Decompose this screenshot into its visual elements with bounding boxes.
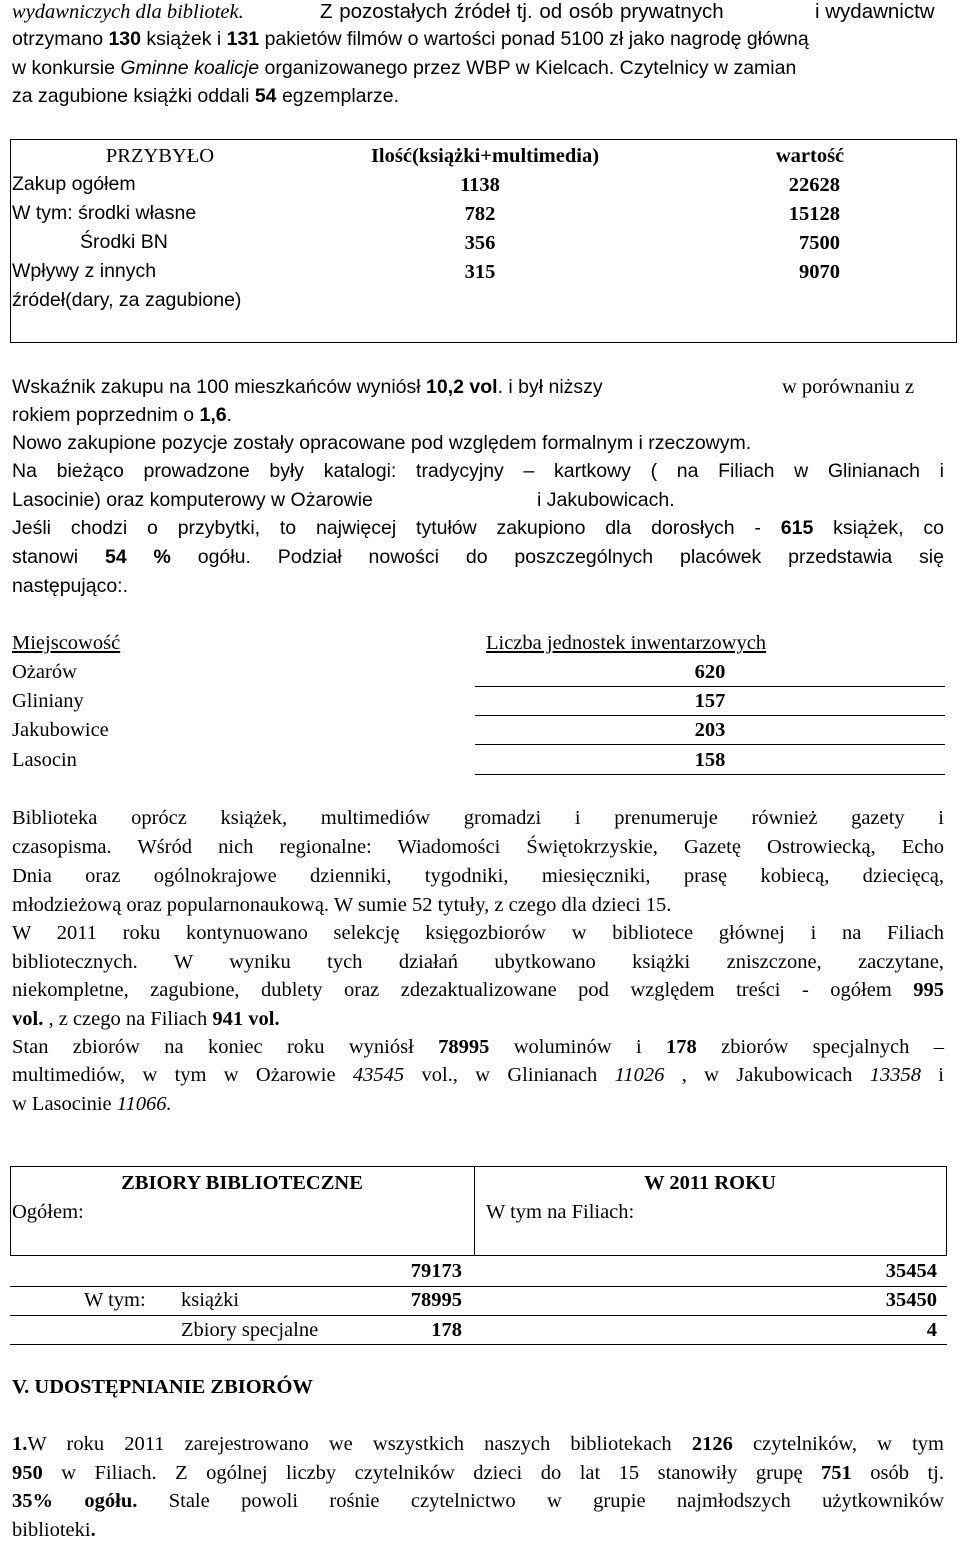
table1-row-label: W tym: środki własne xyxy=(12,202,197,224)
para2-line-8: następująco:. xyxy=(12,575,129,597)
table1-row-label: Zakup ogółem xyxy=(12,173,136,195)
table3-header-collections: ZBIORY BIBLIOTECZNE xyxy=(121,1172,363,1194)
table3-header-year: W 2011 ROKU xyxy=(644,1172,776,1194)
section5-line-2: 950 w Filiach. Z ogólnej liczby czytelników dzieci do lat 15 stanowiły grupę 751 osób tj. xyxy=(12,1462,944,1484)
table3-subheader-branches: W tym na Filiach: xyxy=(486,1201,635,1223)
table1-row-value: 7500 xyxy=(799,232,840,254)
para3-line-6: bibliotecznych. W wyniku tych działań ubytkowano książki zniszczone, zaczytane, xyxy=(12,951,944,973)
section5-line-1: 1.W roku 2011 zarejestrowano we wszystkich naszych bibliotekach 2126 czytelników, w tym xyxy=(12,1433,944,1455)
table1-row-qty: 356 xyxy=(464,232,496,254)
para2-line-1: Wskaźnik zakupu na 100 mieszkańców wyniósł 10,2 vol. i był niższy xyxy=(12,376,603,398)
table2-row-place: Gliniany xyxy=(12,690,84,712)
table2-row-count: 158 xyxy=(694,749,726,771)
table1-row-qty: 782 xyxy=(464,203,496,225)
table1-row-qty: 315 xyxy=(464,261,496,283)
table1-row-value: 9070 xyxy=(799,261,840,283)
section5-line-3: 35% ogółu. Stale powoli rośnie czytelnictwo w grupie najmłodszych użytkowników xyxy=(12,1490,944,1512)
para3-line-1: Biblioteka oprócz książek, multimediów gromadzi i prenumeruje również gazety i xyxy=(12,807,944,829)
table1-row-label: Środki BN xyxy=(80,231,168,253)
para3-line-8: vol. , z czego na Filiach 941 vol. xyxy=(12,1008,280,1030)
para3-line-10: multimediów, w tym w Ożarowie 43545 vol., w Glinianach 11026 , w Jakubowicach 13358 i xyxy=(12,1064,944,1086)
table1-header-value: wartość xyxy=(775,145,845,167)
intro-line-3: w konkursie Gminne koalicje organizowanego przez WBP w Kielcach. Czytelnicy w zamian xyxy=(12,57,797,79)
table2-row-place: Ożarów xyxy=(12,661,77,683)
table1-header-przybylo: PRZYBYŁO xyxy=(105,145,215,167)
table3-subheader-total: Ogółem: xyxy=(12,1201,84,1223)
table2-row-count: 157 xyxy=(694,690,726,712)
table3-special-b: 4 xyxy=(926,1319,937,1341)
table2-row-place: Jakubowice xyxy=(12,719,109,741)
para3-line-7: niekompletne, zagubione, dublety oraz zdezaktualizowane pod względem treści - ogółem 995 xyxy=(12,979,944,1001)
table3-books-a: 78995 xyxy=(410,1289,462,1311)
table2-row-count: 620 xyxy=(694,661,726,683)
table1-row-label: Wpływy z innych xyxy=(12,260,157,282)
table2-header-count: Liczba jednostek inwentarzowych xyxy=(486,632,767,654)
table1-row-value: 15128 xyxy=(788,203,840,225)
intro-line-2: otrzymano 130 książek i 131 pakietów filmów o wartości ponad 5100 zł jako nagrodę główną xyxy=(12,28,809,50)
table1-row-qty: 1138 xyxy=(460,174,500,196)
table3-total-b: 35454 xyxy=(885,1260,937,1282)
table1-row-label-cont: źródeł(dary, za zagubione) xyxy=(12,289,242,311)
para2-line-5a: Lasocinie) oraz komputerowy w Ożarowie xyxy=(12,489,373,511)
para2-line-7: stanowi 54 % ogółu. Podział nowości do poszczególnych placówek przedstawia się xyxy=(12,546,944,568)
table1-header-qty: Ilość(książki+multimedia) xyxy=(370,145,600,167)
para2-line-3: Nowo zakupione pozycje zostały opracowane pod względem formalnym i rzeczowym. xyxy=(12,432,752,454)
table3-books-prefix: W tym: xyxy=(84,1289,146,1311)
para3-line-5: W 2011 roku kontynuowano selekcję księgozbiorów w bibliotece głównej i na Filiach xyxy=(12,922,944,944)
intro-line-1b: Z pozostałych źródeł tj. od osób prywatnych xyxy=(320,0,724,23)
para3-line-4: młodzieżową oraz popularnonaukową. W sumie 52 tytuły, z czego dla dzieci 15. xyxy=(12,894,672,916)
para3-line-9: Stan zbiorów na koniec roku wyniósł 78995 woluminów i 178 zbiorów specjalnych – xyxy=(12,1036,944,1058)
para2-line-6: Jeśli chodzi o przybytki, to najwięcej tytułów zakupiono dla dorosłych - 615 książek, co xyxy=(12,517,944,539)
para3-line-3: Dnia oraz ogólnokrajowe dzienniki, tygodniki, miesięczniki, prasę kobiecą, dziecięcą, xyxy=(12,865,944,887)
table3-total-a: 79173 xyxy=(410,1260,462,1282)
para2-line-1-end: w porównaniu z xyxy=(782,376,915,398)
para2-line-2: rokiem poprzednim o 1,6. xyxy=(12,404,233,426)
para2-line-5b: i Jakubowicach. xyxy=(537,489,675,511)
table2-row-count: 203 xyxy=(694,719,726,741)
table2-row-place: Lasocin xyxy=(12,749,77,771)
table3-books-label: książki xyxy=(181,1289,240,1311)
para2-line-4: Na bieżąco prowadzone były katalogi: tradycyjny – kartkowy ( na Filiach w Glinianach i xyxy=(12,460,944,482)
para3-line-11: w Lasocinie 11066. xyxy=(12,1093,172,1115)
intro-line-4: za zagubione książki oddali 54 egzemplarze. xyxy=(12,85,400,107)
table3-special-a: 178 xyxy=(431,1319,462,1341)
intro-line-1c: i wydawnictw xyxy=(815,0,935,23)
table3-special-label: Zbiory specjalne xyxy=(181,1319,319,1341)
section-5-title: V. UDOSTĘPNIANIE ZBIORÓW xyxy=(12,1376,313,1398)
para3-line-2: czasopisma. Wśród nich regionalne: Wiadomości Świętokrzyskie, Gazetę Ostrowiecką, Echo xyxy=(12,836,944,858)
table3-books-b: 35450 xyxy=(885,1289,937,1311)
table2-header-place: Miejscowość xyxy=(12,632,121,654)
intro-line-1a: wydawniczych dla bibliotek. xyxy=(12,1,244,23)
table1-row-value: 22628 xyxy=(788,174,840,196)
section5-line-4: biblioteki. xyxy=(12,1519,96,1541)
